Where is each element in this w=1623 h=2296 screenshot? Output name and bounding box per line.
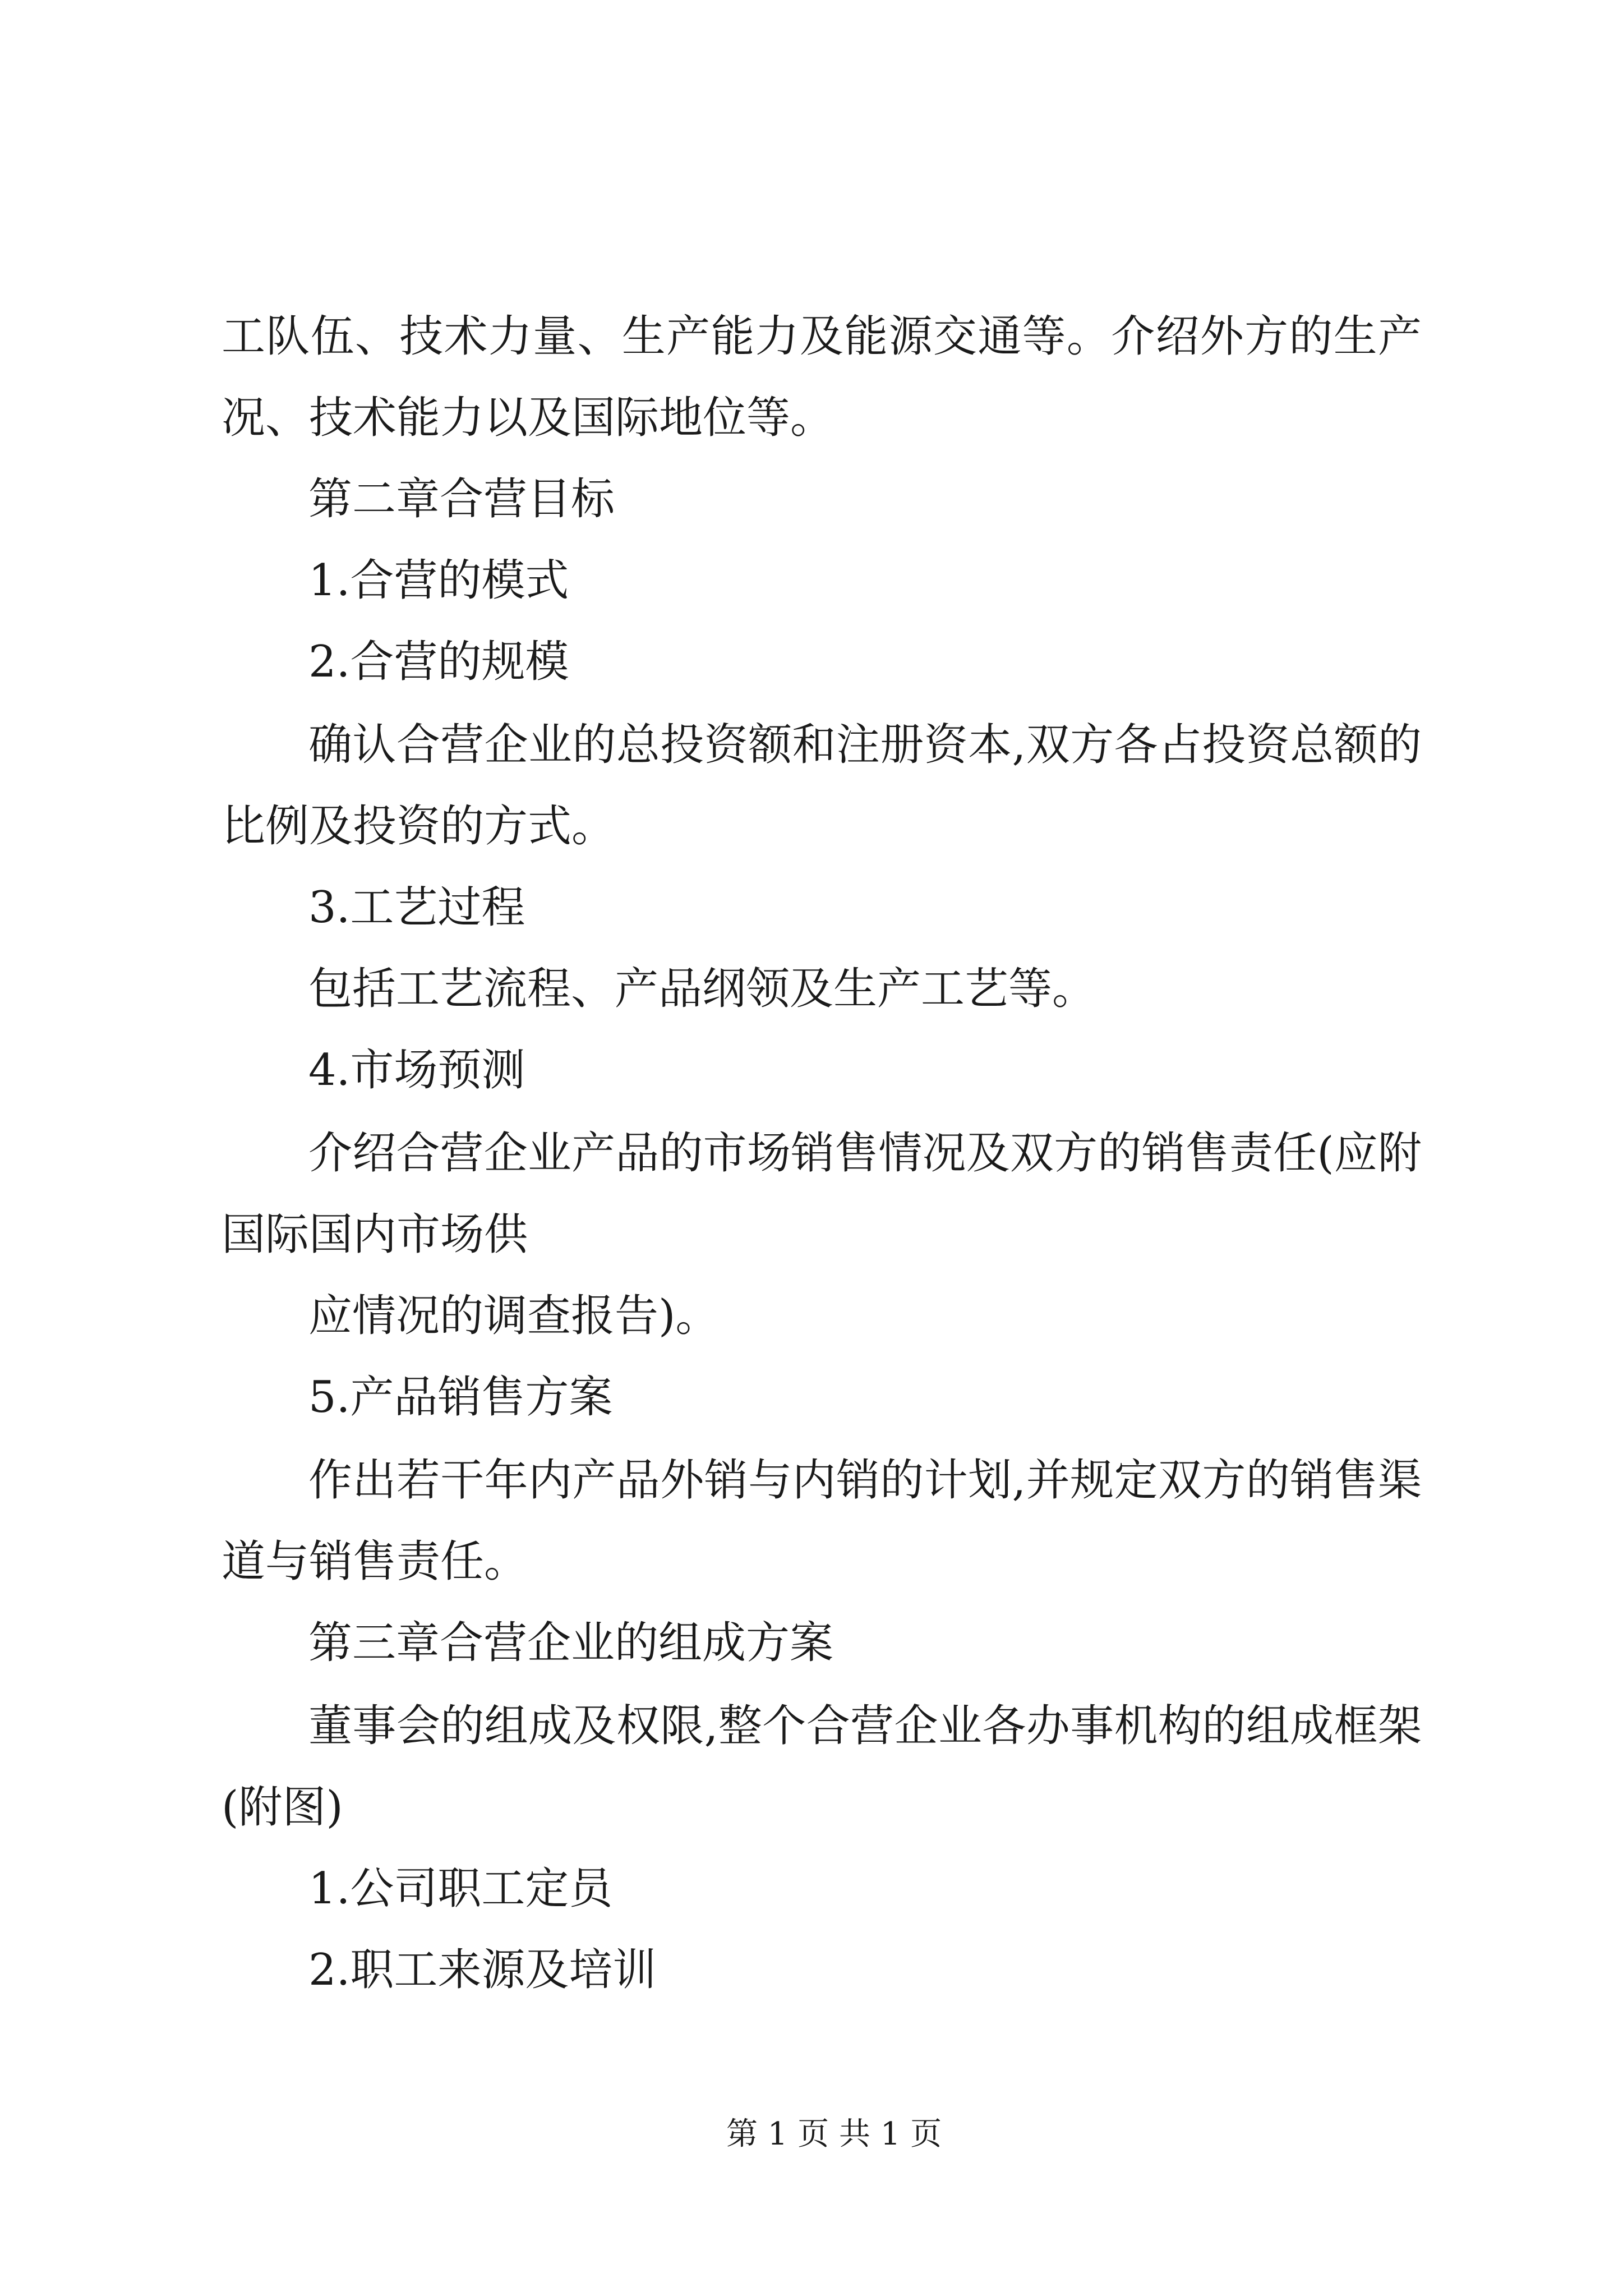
section-heading-5: 5.产品销售方案 xyxy=(308,1372,613,1423)
section-heading-7: 2.职工来源及培训 xyxy=(308,1945,657,1995)
text-line-6: 确认合营企业的总投资额和注册资本,双方各占投资总额的 xyxy=(308,720,1422,770)
text-line-2: 况、技术能力以及国际地位等。 xyxy=(222,393,834,443)
text-line-9: 包括工艺流程、产品纲领及生产工艺等。 xyxy=(308,964,1096,1014)
text-line-7: 比例及投资的方式。 xyxy=(222,801,616,852)
text-line-11: 介绍合营企业产品的市场销售情况及双方的销售责任(应附 xyxy=(308,1128,1422,1179)
page-number-footer: 第 1 页 共 1 页 xyxy=(726,2116,942,2152)
text-line-16: 道与销售责任。 xyxy=(222,1536,528,1587)
text-line-1: 工队伍、技术力量、生产能力及能源交通等。介绍外方的生产 xyxy=(222,311,1422,362)
section-heading-4: 4.市场预测 xyxy=(308,1045,525,1096)
section-heading-6: 1.公司职工定员 xyxy=(308,1864,613,1914)
section-heading-3: 3.工艺过程 xyxy=(308,882,525,933)
text-line-19: (附图) xyxy=(222,1782,343,1833)
text-line-12: 国际国内市场供 xyxy=(222,1209,528,1260)
text-line-15: 作出若干年内产品外销与内销的计划,并规定双方的销售渠 xyxy=(308,1455,1422,1506)
text-line-13: 应情况的调查报告)。 xyxy=(308,1291,720,1341)
text-line-18: 董事会的组成及权限,整个合营企业各办事机构的组成框架 xyxy=(308,1701,1422,1751)
chapter-heading-2: 第二章合营目标 xyxy=(308,474,615,524)
section-heading-2: 2.合营的规模 xyxy=(308,637,569,687)
section-heading-1: 1.合营的模式 xyxy=(308,555,569,606)
chapter-heading-3: 第三章合营企业的组成方案 xyxy=(308,1618,834,1668)
